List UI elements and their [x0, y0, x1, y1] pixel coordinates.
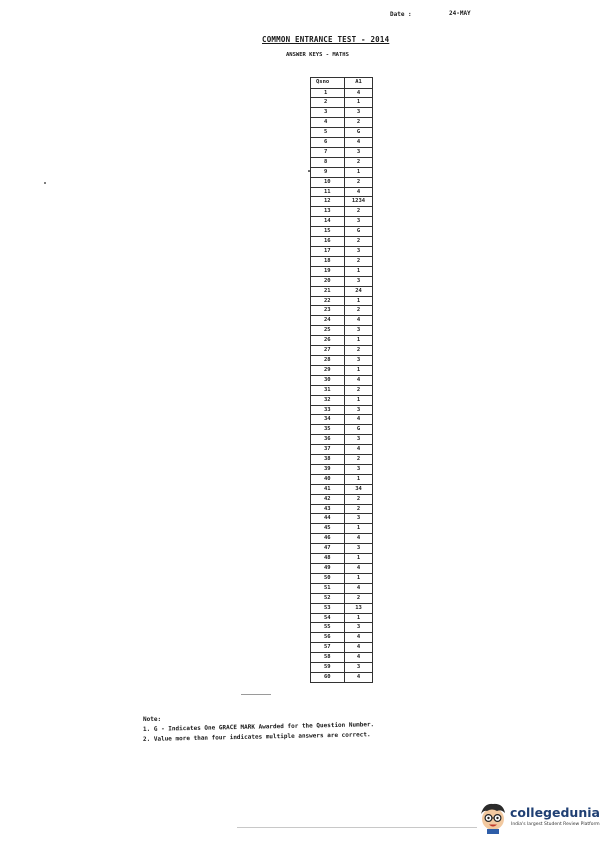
- column-header-question: Qsno: [311, 78, 345, 89]
- question-number-cell: 31: [311, 385, 345, 395]
- table-row: [311, 326, 373, 336]
- table-row: [311, 663, 373, 673]
- answer-cell: G: [345, 128, 373, 138]
- table-row: [311, 455, 373, 465]
- table-row: [311, 653, 373, 663]
- question-number-cell: 3: [311, 108, 345, 118]
- answer-cell: 2: [345, 306, 373, 316]
- question-number-cell: 49: [311, 564, 345, 574]
- student-face-icon: [478, 800, 508, 834]
- answer-cell: 24: [345, 286, 373, 296]
- question-number-cell: 21: [311, 286, 345, 296]
- scan-speck: [44, 182, 46, 184]
- question-number-cell: 4: [311, 118, 345, 128]
- question-number-cell: 14: [311, 217, 345, 227]
- answer-cell: 4: [345, 187, 373, 197]
- question-number-cell: 24: [311, 316, 345, 326]
- answer-key-rows: [311, 88, 373, 682]
- question-number-cell: 23: [311, 306, 345, 316]
- answer-cell: 2: [345, 256, 373, 266]
- question-number-cell: 34: [311, 415, 345, 425]
- question-number-cell: 40: [311, 474, 345, 484]
- table-row: [311, 672, 373, 682]
- answer-cell: G: [345, 227, 373, 237]
- answer-cell: 4: [345, 653, 373, 663]
- table-row: [311, 256, 373, 266]
- question-number-cell: 25: [311, 326, 345, 336]
- question-number-cell: 39: [311, 464, 345, 474]
- answer-cell: 4: [345, 138, 373, 148]
- answer-cell: 3: [345, 326, 373, 336]
- question-number-cell: 42: [311, 494, 345, 504]
- table-row: [311, 623, 373, 633]
- answer-cell: 2: [345, 346, 373, 356]
- answer-cell: 2: [345, 494, 373, 504]
- answer-cell: 4: [345, 643, 373, 653]
- question-number-cell: 58: [311, 653, 345, 663]
- table-row: [311, 296, 373, 306]
- question-number-cell: 18: [311, 256, 345, 266]
- note-line-1: 1. G - Indicates One GRACE MARK Awarded for the Question Number.: [142, 721, 375, 733]
- question-number-cell: 15: [311, 227, 345, 237]
- question-number-cell: 36: [311, 435, 345, 445]
- answer-cell: 2: [345, 385, 373, 395]
- answer-cell: 2: [345, 504, 373, 514]
- question-number-cell: 28: [311, 355, 345, 365]
- question-number-cell: 33: [311, 405, 345, 415]
- table-row: [311, 98, 373, 108]
- question-number-cell: 32: [311, 395, 345, 405]
- table-row: [311, 494, 373, 504]
- answer-cell: 4: [345, 445, 373, 455]
- answer-cell: 3: [345, 623, 373, 633]
- table-row: [311, 276, 373, 286]
- table-row: [311, 564, 373, 574]
- table-row: [311, 445, 373, 455]
- question-number-cell: 51: [311, 583, 345, 593]
- answer-cell: 4: [345, 534, 373, 544]
- table-row: [311, 157, 373, 167]
- answer-cell: 13: [345, 603, 373, 613]
- answer-cell: 1234: [345, 197, 373, 207]
- table-row: [311, 514, 373, 524]
- question-number-cell: 5: [311, 128, 345, 138]
- table-row: [311, 247, 373, 257]
- table-row: [311, 583, 373, 593]
- table-header-row: [311, 78, 373, 89]
- answer-cell: 4: [345, 583, 373, 593]
- table-row: [311, 266, 373, 276]
- answer-cell: 1: [345, 554, 373, 564]
- question-number-cell: 1: [311, 88, 345, 98]
- answer-cell: 1: [345, 613, 373, 623]
- question-number-cell: 27: [311, 346, 345, 356]
- table-row: [311, 128, 373, 138]
- question-number-cell: 22: [311, 296, 345, 306]
- answer-cell: 4: [345, 415, 373, 425]
- column-header-answer: A1: [345, 78, 373, 89]
- answer-cell: 1: [345, 266, 373, 276]
- answer-cell: 1: [345, 167, 373, 177]
- table-row: [311, 207, 373, 217]
- table-row: [311, 474, 373, 484]
- table-row: [311, 167, 373, 177]
- answer-key-table: [310, 77, 373, 683]
- question-number-cell: 7: [311, 147, 345, 157]
- question-number-cell: 55: [311, 623, 345, 633]
- question-number-cell: 41: [311, 484, 345, 494]
- answer-cell: 3: [345, 276, 373, 286]
- answer-cell: 3: [345, 247, 373, 257]
- answer-cell: 4: [345, 316, 373, 326]
- question-number-cell: 54: [311, 613, 345, 623]
- answer-cell: 3: [345, 108, 373, 118]
- table-row: [311, 425, 373, 435]
- table-row: [311, 237, 373, 247]
- answer-cell: 1: [345, 98, 373, 108]
- question-number-cell: 9: [311, 167, 345, 177]
- table-row: [311, 365, 373, 375]
- answer-cell: 4: [345, 88, 373, 98]
- answer-cell: 1: [345, 395, 373, 405]
- question-number-cell: 46: [311, 534, 345, 544]
- question-number-cell: 53: [311, 603, 345, 613]
- question-number-cell: 19: [311, 266, 345, 276]
- answer-cell: 2: [345, 455, 373, 465]
- table-row: [311, 138, 373, 148]
- answer-cell: 1: [345, 296, 373, 306]
- question-number-cell: 48: [311, 554, 345, 564]
- question-number-cell: 12: [311, 197, 345, 207]
- answer-cell: 3: [345, 544, 373, 554]
- answer-cell: 1: [345, 524, 373, 534]
- question-number-cell: 29: [311, 365, 345, 375]
- table-row: [311, 375, 373, 385]
- question-number-cell: 38: [311, 455, 345, 465]
- question-number-cell: 47: [311, 544, 345, 554]
- answer-cell: 1: [345, 573, 373, 583]
- table-row: [311, 147, 373, 157]
- page-title: COMMON ENTRANCE TEST - 2014: [262, 35, 390, 44]
- table-row: [311, 177, 373, 187]
- table-row: [311, 544, 373, 554]
- question-number-cell: 59: [311, 663, 345, 673]
- logo-tagline: India's largest Student Review Platform: [511, 822, 600, 827]
- scan-speck: [308, 170, 310, 172]
- table-row: [311, 336, 373, 346]
- answer-cell: G: [345, 425, 373, 435]
- answer-cell: 2: [345, 593, 373, 603]
- question-number-cell: 20: [311, 276, 345, 286]
- table-row: [311, 187, 373, 197]
- question-number-cell: 26: [311, 336, 345, 346]
- question-number-cell: 35: [311, 425, 345, 435]
- question-number-cell: 8: [311, 157, 345, 167]
- table-row: [311, 118, 373, 128]
- scan-line: [241, 694, 271, 695]
- question-number-cell: 2: [311, 98, 345, 108]
- note-heading: Note:: [143, 716, 162, 723]
- answer-cell: 2: [345, 157, 373, 167]
- table-row: [311, 524, 373, 534]
- table-row: [311, 405, 373, 415]
- date-value: 24-MAY: [449, 10, 471, 17]
- table-row: [311, 554, 373, 564]
- question-number-cell: 50: [311, 573, 345, 583]
- answer-cell: 3: [345, 355, 373, 365]
- table-row: [311, 504, 373, 514]
- question-number-cell: 56: [311, 633, 345, 643]
- table-row: [311, 88, 373, 98]
- answer-cell: 3: [345, 217, 373, 227]
- answer-cell: 3: [345, 464, 373, 474]
- table-row: [311, 395, 373, 405]
- question-number-cell: 16: [311, 237, 345, 247]
- table-row: [311, 385, 373, 395]
- question-number-cell: 17: [311, 247, 345, 257]
- answer-cell: 2: [345, 237, 373, 247]
- table-row: [311, 346, 373, 356]
- table-row: [311, 227, 373, 237]
- question-number-cell: 37: [311, 445, 345, 455]
- date-label: Date :: [390, 11, 412, 18]
- question-number-cell: 10: [311, 177, 345, 187]
- table-row: [311, 108, 373, 118]
- question-number-cell: 30: [311, 375, 345, 385]
- table-row: [311, 197, 373, 207]
- question-number-cell: 45: [311, 524, 345, 534]
- question-number-cell: 6: [311, 138, 345, 148]
- question-number-cell: 11: [311, 187, 345, 197]
- table-row: [311, 435, 373, 445]
- answer-cell: 2: [345, 177, 373, 187]
- table-row: [311, 534, 373, 544]
- question-number-cell: 60: [311, 672, 345, 682]
- scan-line: [237, 827, 477, 828]
- table-row: [311, 316, 373, 326]
- answer-cell: 3: [345, 147, 373, 157]
- question-number-cell: 43: [311, 504, 345, 514]
- table-row: [311, 633, 373, 643]
- page-subtitle: ANSWER KEYS - MATHS: [286, 52, 349, 58]
- logo-wordmark: collegedunia: [510, 805, 600, 820]
- answer-cell: 4: [345, 564, 373, 574]
- answer-cell: 1: [345, 365, 373, 375]
- table-row: [311, 593, 373, 603]
- answer-cell: 3: [345, 663, 373, 673]
- question-number-cell: 13: [311, 207, 345, 217]
- table-row: [311, 217, 373, 227]
- table-row: [311, 415, 373, 425]
- collegedunia-logo: [478, 800, 603, 834]
- table-row: [311, 573, 373, 583]
- answer-cell: 4: [345, 633, 373, 643]
- answer-cell: 3: [345, 405, 373, 415]
- question-number-cell: 52: [311, 593, 345, 603]
- answer-cell: 34: [345, 484, 373, 494]
- table-row: [311, 613, 373, 623]
- table-row: [311, 286, 373, 296]
- answer-cell: 1: [345, 474, 373, 484]
- table-row: [311, 603, 373, 613]
- table-row: [311, 484, 373, 494]
- table-row: [311, 464, 373, 474]
- question-number-cell: 57: [311, 643, 345, 653]
- answer-cell: 3: [345, 435, 373, 445]
- table-row: [311, 355, 373, 365]
- answer-cell: 1: [345, 336, 373, 346]
- question-number-cell: 44: [311, 514, 345, 524]
- answer-cell: 4: [345, 375, 373, 385]
- table-row: [311, 306, 373, 316]
- answer-cell: 3: [345, 514, 373, 524]
- answer-cell: 2: [345, 118, 373, 128]
- answer-cell: 2: [345, 207, 373, 217]
- table-row: [311, 643, 373, 653]
- answer-cell: 4: [345, 672, 373, 682]
- note-line-2: 2. Value more than four indicates multiple answers are correct.: [142, 731, 371, 743]
